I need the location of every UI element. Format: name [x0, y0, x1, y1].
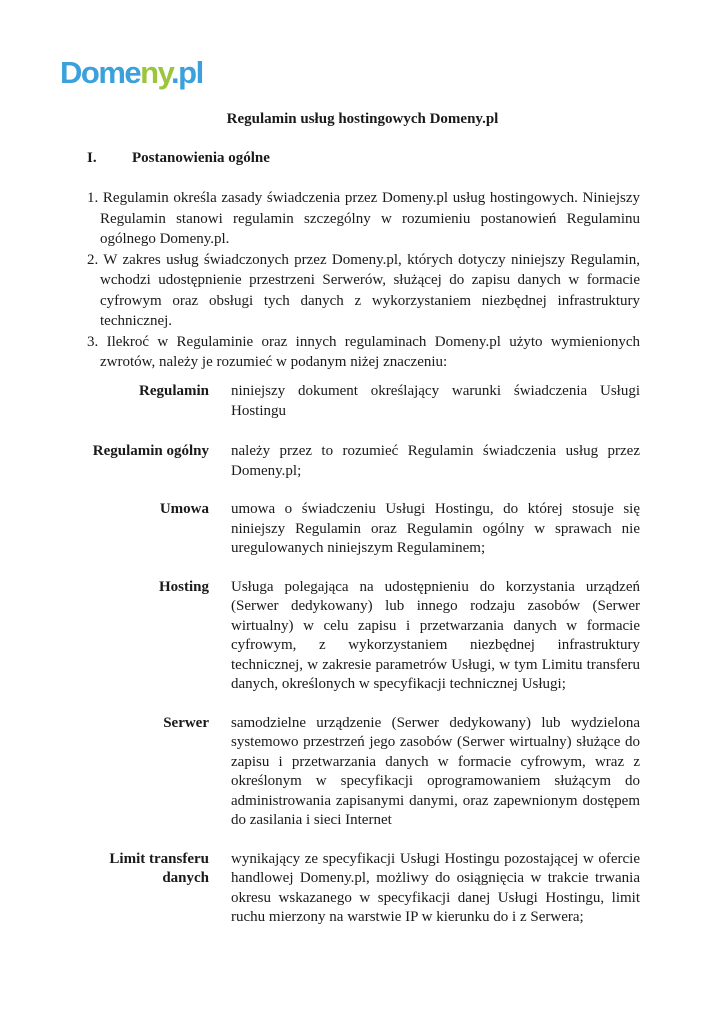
- numbered-list: [87, 188, 640, 373]
- definition-row: [87, 578, 640, 695]
- definition-term: Regulamin: [138, 383, 209, 399]
- definition-term: Umowa: [159, 501, 209, 517]
- domeny-logo: [60, 57, 203, 88]
- definition-term: Serwer: [163, 714, 209, 731]
- list-item: 1. Regulamin określa zasady świadczenia przez Domeny.pl usług hostingowych. Niniejszy Regulamin stanowi regulamin szczególny w rozumieniu postanowień Regulaminu ogólnego Domeny.pl.: [87, 190, 640, 247]
- definition-desc: niniejszy dokument określający warunki świadczenia Usługi Hostingu: [231, 383, 640, 419]
- definition-term: Hosting: [158, 578, 209, 595]
- list-item: 2. W zakres usług świadczonych przez Domeny.pl, których dotyczy niniejszy Regulamin, wchodzi udostępnienie przestrzeni Serwerów, służącej do zapisu danych w formacie cyfrowym oraz obsługi tych danych z wykorzystaniem niezbędnej infrastruktury technicznej.: [87, 251, 640, 329]
- logo-text-part2: ny: [140, 55, 172, 90]
- section-title: Postanowienia ogólne: [132, 150, 270, 166]
- definition-term: Regulamin ogólny: [92, 443, 209, 459]
- list-item: 3. Ilekroć w Regulaminie oraz innych regulaminach Domeny.pl użyto wymienionych zwrotów, należy je rozumieć w podanym niżej znaczeniu:: [87, 333, 640, 370]
- definition-row: [87, 382, 640, 421]
- definition-row: [87, 500, 640, 559]
- section-number: I.: [87, 150, 97, 166]
- definition-desc: wynikający ze specyfikacji Usługi Hostingu pozostającej w ofercie handlowej Domeny.pl, możliwy do osiągnięcia w trakcie trwania okresu wskazanego w specyfikacji danej Usługi Hostingu, limit ruchu mierzony na warstwie IP w kierunku do i z Serwera;: [231, 850, 640, 925]
- definition-row: [87, 714, 640, 831]
- section-heading: [87, 150, 270, 167]
- definition-row: [87, 442, 640, 481]
- definitions-table: [87, 382, 640, 928]
- definition-desc: należy przez to rozumieć Regulamin świadczenia usług przez Domeny.pl;: [231, 443, 640, 479]
- definition-desc: Usługa polegająca na udostępnieniu do korzystania urządzeń (Serwer dedykowany) lub innego rodzaju zasobów (Serwer wirtualny) w celu zapisu i przetwarzania danych w formacie cyfrowym, z wykorzystaniem niezbędnej infrastruktury technicznej, w zakresie parametrów Usługi, w tym Limitu transferu danych, określonych w specyfikacji technicznej Usługi;: [231, 578, 640, 692]
- definition-row: [87, 850, 640, 928]
- document-title: Regulamin usług hostingowych Domeny.pl: [226, 111, 499, 127]
- logo-text-part1: Dome: [60, 55, 141, 90]
- definition-desc: umowa o świadczeniu Usługi Hostingu, do której stosuje się niniejszy Regulamin oraz Regulamin ogólny w sprawach nie uregulowanych niniejszym Regulaminem;: [231, 501, 640, 556]
- definition-term: Limit transferu danych: [109, 850, 209, 886]
- logo-text-part3: .pl: [171, 55, 203, 90]
- definition-desc: samodzielne urządzenie (Serwer dedykowany) lub wydzielona systemowo przestrzeń jego zasobów (Serwer wirtualny) służące do zapisu i przetwarzania danych w formacie cyfrowym, wraz z określonym w specyfikacji oprogramowaniem służącym do administrowania zapisanymi danymi, oraz zapewnionym dostępem do zasilania i sieci Internet: [231, 714, 640, 828]
